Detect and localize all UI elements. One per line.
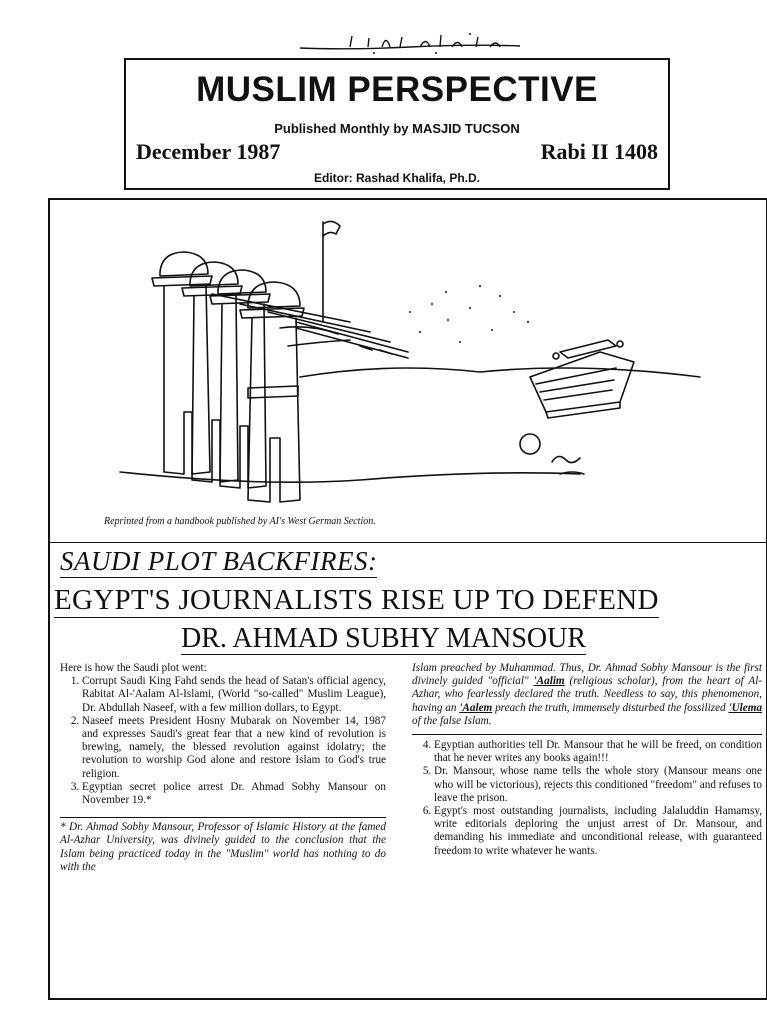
list-item: 5. Dr. Mansour, whose name tells the whole story (Mansour means one who will be victorious), rejects this conditioned "freedom" and refuses to leave the prison.: [434, 765, 762, 805]
section-divider: [48, 542, 767, 543]
publisher-line: Published Monthly by MASJID TUCSON: [274, 121, 520, 136]
list-item: 3. Egyptian secret police arrest Dr. Ahmad Sobhy Mansour on November 19.*: [82, 781, 386, 807]
column-divider: [412, 734, 762, 735]
article-kicker: SAUDI PLOT BACKFIRES:: [60, 546, 378, 576]
footnote-continuation: Islam preached by Muhammad. Thus, Dr. Ahmad Sobhy Mansour is the first divinely guided "official" 'Aalim (religious scholar), from the heart of Al-Azhar, who fearlessly declared the truth. Needless to say, this phenomenon, having an 'Aalem preach the truth, immensely disturbed the fossilized 'Ulema of the false Islam.: [412, 662, 763, 727]
ulema-term: 'Ulema: [728, 701, 763, 714]
firing-squad-cartoon: [60, 212, 750, 512]
article-headline: EGYPT'S JOURNALISTS RISE UP TO DEFEND: [54, 584, 659, 616]
aalem-term: 'Aalem: [459, 701, 493, 714]
aalim-term: 'Aalim: [533, 675, 565, 688]
right-column: [412, 662, 762, 858]
cartoon-credit: Reprinted from a handbook published by AI's West German Section.: [104, 516, 376, 527]
list-item: 6. Egypt's most outstanding journalists, including Jalaluddin Hamamsy, write editorials deploring the unjust arrest of Dr. Mansour, and demanding his immediate and unconditional release, with guaranteed freedom to write whatever he wants.: [434, 805, 762, 858]
left-column: [60, 662, 386, 874]
masthead: [124, 58, 670, 190]
issue-date-hijri: Rabi II 1408: [540, 139, 658, 164]
plot-list: [60, 675, 386, 807]
outcome-list: [412, 739, 762, 858]
newsletter-title: MUSLIM PERSPECTIVE: [196, 70, 598, 109]
article-subheadline: DR. AHMAD SUBHY MANSOUR: [180, 623, 587, 654]
list-item: 4. Egyptian authorities tell Dr. Mansour that he will be freed, on condition that he never writes any books again!!!: [434, 739, 762, 765]
list-item: 2. Naseef meets President Hosny Mubarak on November 14, 1987 and expresses Saudi's great fear that a new kind of revolution is brewing, namely, the blessed revolution against idolatry; the revolution to worship God alone and restore Islam to God's true religion.: [82, 715, 386, 781]
footnote: * Dr. Ahmad Sobhy Mansour, Professor of Islamic History at the famed Al-Azhar University, was divinely guided to the conclusion that the Islam being practiced today in the "Muslim" world has nothing to do with the: [60, 821, 386, 873]
plot-intro: Here is how the Saudi plot went:: [60, 662, 207, 674]
footnote-divider: [60, 817, 386, 818]
list-item: 1. Corrupt Saudi King Fahd sends the head of Satan's official agency, Rabitat Al-'Aalam Al-Islami, (World "so-called" Muslim League), Dr. Abdullah Naseef, with a few million dollars, to Egypt.: [82, 675, 386, 715]
issue-date-gregorian: December 1987: [136, 139, 281, 164]
editor-line: Editor: Rashad Khalifa, Ph.D.: [313, 171, 481, 185]
bismillah-calligraphy: [290, 28, 530, 58]
